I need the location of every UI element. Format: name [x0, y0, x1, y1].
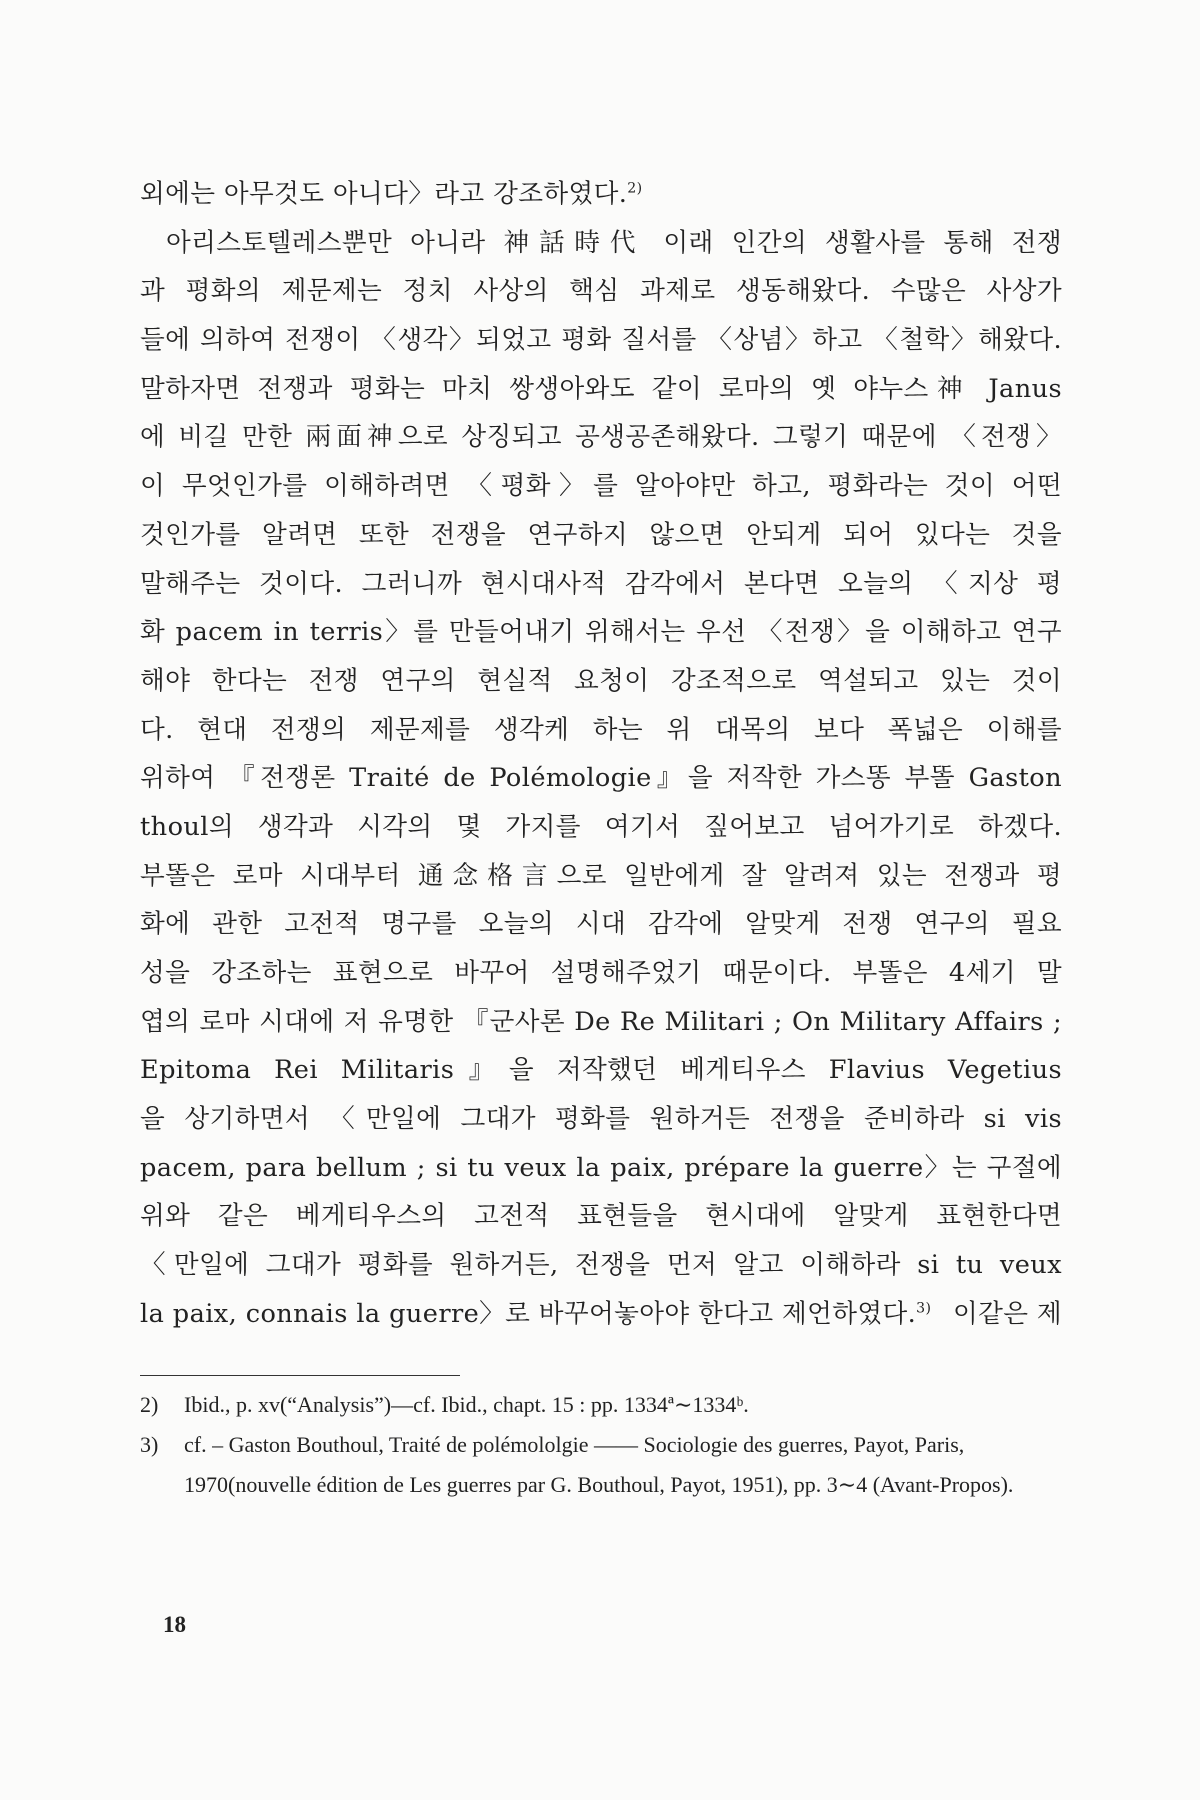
- text-line: 화 pacem in terris〉를 만들어내기 위해서는 우선 〈전쟁〉을 이해하고 연구: [140, 617, 1062, 648]
- footnote: [140, 1425, 1070, 1505]
- text-line: 아리스토텔레스뿐만 아니라 神話時代 이래 인간의 생활사를 통해 전쟁: [166, 227, 1062, 258]
- text-line: 에 비길 만한 兩面神으로 상징되고 공생공존해왔다. 그렇기 때문에 〈전쟁〉: [140, 422, 1062, 453]
- text-line: 〈만일에 그대가 평화를 원하거든, 전쟁을 먼저 알고 이해하라 si tu veux: [140, 1250, 1062, 1281]
- footnote-number: 3): [140, 1432, 159, 1457]
- text-line: 을 상기하면서 〈만일에 그대가 평화를 원하거든 전쟁을 준비하라 si vis: [140, 1104, 1062, 1135]
- text-line: 들에 의하여 전쟁이 〈생각〉되었고 평화 질서를 〈상념〉하고 〈철학〉해왔다.: [140, 325, 1062, 356]
- text-line-content: la paix, connais la guerre〉로 바꾸어놓아야 한다고 제언하였다.: [140, 1298, 917, 1329]
- text-line: 말하자면 전쟁과 평화는 마치 쌍생아와도 같이 로마의 옛 야누스神 Janus: [140, 373, 1062, 404]
- footnote-number: 2): [140, 1392, 159, 1417]
- text-line: 해야 한다는 전쟁 연구의 현실적 요청이 강조적으로 역설되고 있는 것이: [140, 665, 1062, 696]
- text-line: 화에 관한 고전적 명구를 오늘의 시대 감각에 알맞게 전쟁 연구의 필요: [140, 909, 1062, 940]
- page-number: 18: [163, 1612, 186, 1637]
- text-line: [140, 1290, 1062, 1339]
- text-line-content: 이같은 제: [952, 1298, 1062, 1329]
- text-line: 위하여 『전쟁론 Traité de Polémologie』을 저작한 가스똥 부똘 Gaston: [140, 763, 1062, 794]
- text-line: 성을 강조하는 표현으로 바꾸어 설명해주었기 때문이다. 부똘은 4세기 말: [140, 958, 1062, 988]
- text-line: pacem, para bellum ; si tu veux la paix, prépare la guerre〉는 구절에: [140, 1152, 1062, 1183]
- body-text: [140, 170, 1062, 1339]
- text-line: 것인가를 알려면 또한 전쟁을 연구하지 않으면 안되게 되어 있다는 것을: [140, 519, 1062, 550]
- footnote-text: Ibid., p. xv(“Analysis”)—cf. Ibid., chapt. 15 : pp. 1334ª∼1334ᵇ.: [184, 1392, 749, 1417]
- text-line-content: 외에는 아무것도 아니다〉라고 강조하였다.: [140, 179, 628, 209]
- footnotes: [140, 1385, 1070, 1505]
- text-line: 다. 현대 전쟁의 제문제를 생각케 하는 위 대목의 보다 폭넓은 이해를: [140, 714, 1062, 745]
- footnote-text: cf. – Gaston Bouthoul, Traité de polémololgie —— Sociologie des guerres, Payot, Paris, 1970(nouvelle édition de Les guerres par G. Bouthoul, Payot, 1951), pp. 3∼4 (Avant-Propos).: [184, 1432, 1014, 1497]
- text-line: 이 무엇인가를 이해하려면 〈평화〉를 알아야만 하고, 평화라는 것이 어떤: [140, 471, 1062, 502]
- text-line: 과 평화의 제문제는 정치 사상의 핵심 과제로 생동해왔다. 수많은 사상가: [140, 276, 1062, 307]
- text-line: 부똘은 로마 시대부터 通念格言으로 일반에게 잘 알려져 있는 전쟁과 평: [140, 860, 1062, 891]
- text-line: 위와 같은 베게티우스의 고전적 표현들을 현시대에 알맞게 표현한다면: [140, 1201, 1062, 1232]
- footnote-ref: 2): [627, 180, 643, 197]
- text-line: thoul의 생각과 시각의 몇 가지를 여기서 짚어보고 넘어가기로 하겠다.: [140, 811, 1062, 842]
- footnote-ref: 3): [916, 1300, 932, 1317]
- footnote: [140, 1385, 1070, 1425]
- text-line: Epitoma Rei Militaris』을 저작했던 베게티우스 Flavius Vegetius: [140, 1055, 1062, 1086]
- text-line: [140, 170, 1062, 219]
- footnote-divider: [140, 1375, 460, 1376]
- text-line: 말해주는 것이다. 그러니까 현시대사적 감각에서 본다면 오늘의 〈지상 평: [140, 568, 1062, 599]
- text-line: 엽의 로마 시대에 저 유명한 『군사론 De Re Militari ; On Military Affairs ;: [140, 1006, 1062, 1037]
